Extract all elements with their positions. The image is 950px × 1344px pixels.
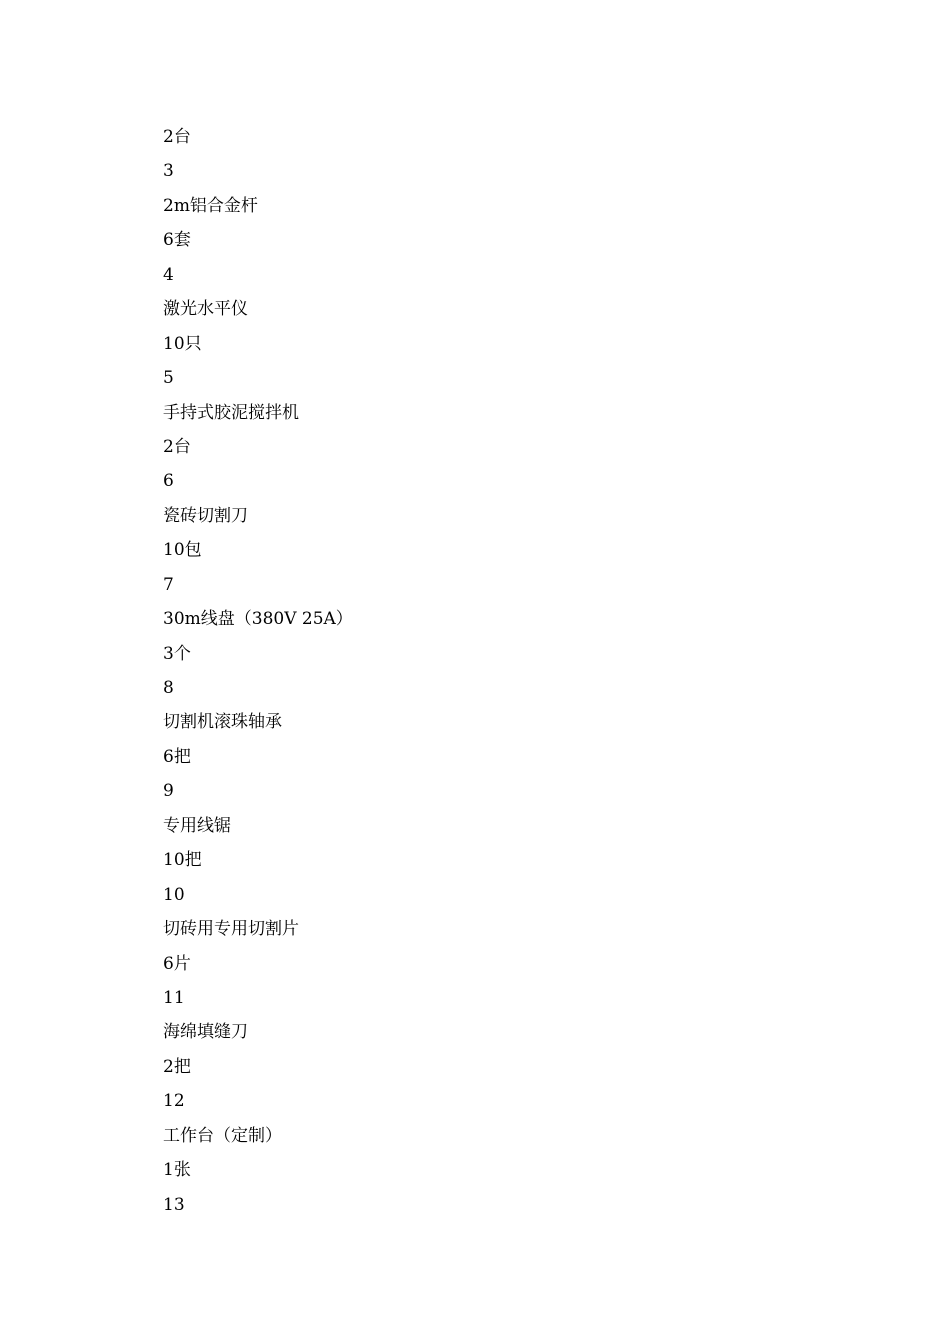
list-line: 瓷砖切割刀 [163, 505, 248, 526]
list-line: 2台 [163, 127, 191, 147]
list-line: 2把 [163, 1056, 191, 1077]
list-line: 切割机滚珠轴承 [163, 712, 282, 733]
list-line: 6套 [163, 230, 191, 251]
list-line: 4 [163, 264, 174, 285]
list-line: 1张 [163, 1160, 191, 1181]
list-line: 3个 [163, 643, 191, 664]
list-line: 6片 [163, 953, 191, 974]
list-line: 5 [163, 368, 174, 389]
list-line: 3 [163, 161, 174, 182]
list-line: 工作台（定制） [163, 1125, 282, 1146]
list-line: 30m线盘（380V 25A） [163, 609, 353, 630]
list-line: 10包 [163, 540, 202, 561]
list-line: 2m铝合金杆 [163, 195, 258, 216]
list-line: 6 [163, 471, 174, 492]
list-line: 10把 [163, 850, 202, 871]
list-line: 切砖用专用切割片 [163, 919, 299, 940]
list-line: 专用线锯 [163, 815, 231, 836]
list-line: 激光水平仪 [163, 299, 248, 320]
list-line: 海绵填缝刀 [163, 1022, 248, 1043]
equipment-list [163, 120, 353, 1222]
list-line: 2台 [163, 436, 191, 457]
list-line: 6把 [163, 746, 191, 767]
list-line: 10 [163, 884, 185, 905]
list-line: 8 [163, 678, 174, 698]
list-line: 9 [163, 781, 174, 802]
list-line: 11 [163, 987, 185, 1008]
list-line: 13 [163, 1194, 185, 1215]
list-line: 12 [163, 1091, 185, 1112]
list-line: 10只 [163, 333, 202, 354]
list-line: 手持式胶泥搅拌机 [163, 402, 299, 423]
list-line: 7 [163, 574, 174, 595]
